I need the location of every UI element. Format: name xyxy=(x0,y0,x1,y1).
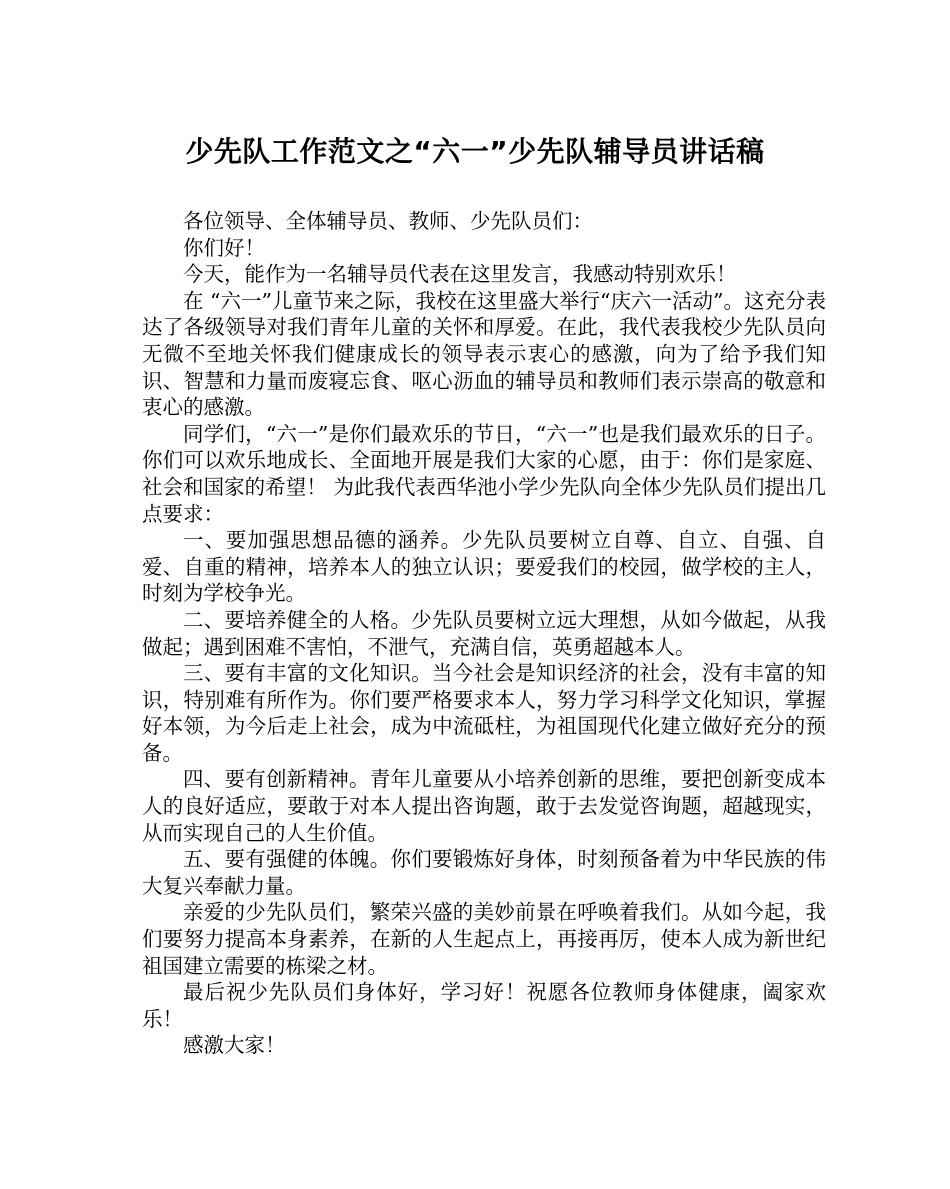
requirement-5-paragraph: 五、要有强健的体魄。你们要锻炼好身体，时刻预备着为中华民族的伟大复兴奉献力量。 xyxy=(142,847,826,898)
encouragement-paragraph: 亲爱的少先队员们，繁荣兴盛的美妙前景在呼唤着我们。从如今起，我们要努力提高本身素养，在新的人生起点上，再接再厉，使本人成为新世纪祖国建立需要的栋梁之材。 xyxy=(142,900,826,978)
requirement-3-paragraph: 三、要有丰富的文化知识。当今社会是知识经济的社会，没有丰富的知识，特别难有所作为。你们要严格要求本人，努力学习科学文化知识，掌握好本领，为今后走上社会，成为中流砥柱，为祖国现代化建立做好充分的预备。 xyxy=(142,661,826,765)
document-title: 少先队工作范文之“六一”少先队辅导员讲话稿 xyxy=(185,135,765,168)
document-body xyxy=(142,208,826,1059)
wishes-paragraph: 最后祝少先队员们身体好，学习好！祝愿各位教师身体健康，阖家欢乐！ xyxy=(142,980,826,1031)
requirement-2-paragraph: 二、要培养健全的人格。少先队员要树立远大理想，从如今做起，从我做起；遇到困难不害怕，不泄气，充满自信，英勇超越本人。 xyxy=(142,607,826,659)
closing-paragraph: 感激大家！ xyxy=(183,1033,286,1058)
hello-paragraph: 你们好！ xyxy=(183,235,265,260)
thanks-paragraph: 在 “六一”儿童节来之际，我校在这里盛大举行“庆六一活动”。这充分表达了各级领导对我们青年儿童的关怀和厚爱。在此，我代表我校少先队员向无微不至地关怀我们健康成长的领导表示衷心的感激，向为了给予我们知识、智慧和力量而废寝忘食、呕心沥血的辅导员和教师们表示崇高的敬意和衷心的感激。 xyxy=(142,288,826,420)
requirement-4-paragraph: 四、要有创新精神。青年儿童要从小培养创新的思维，要把创新变成本人的良好适应，要敢于对本人提出咨询题，敢于去发觉咨询题，超越现实，从而实现自己的人生价值。 xyxy=(142,767,826,845)
students-paragraph: 同学们，“六一”是你们最欢乐的节日，“六一”也是我们最欢乐的日子。你们可以欢乐地成长、全面地开展是我们大家的心愿，由于：你们是家庭、社会和国家的希望！ 为此我代表西华池小学少先队向全体少先队员们提出几点要求： xyxy=(142,421,826,526)
greeting-paragraph: 各位领导、全体辅导员、教师、少先队员们： xyxy=(183,209,593,233)
intro-paragraph: 今天，能作为一名辅导员代表在这里发言，我感动特别欢乐！ xyxy=(183,262,737,287)
requirement-1-paragraph: 一、要加强思想品德的涵养。少先队员要树立自尊、自立、自强、自爱、自重的精神，培养本人的独立认识；要爱我们的校园，做学校的主人，时刻为学校争光。 xyxy=(142,528,826,606)
